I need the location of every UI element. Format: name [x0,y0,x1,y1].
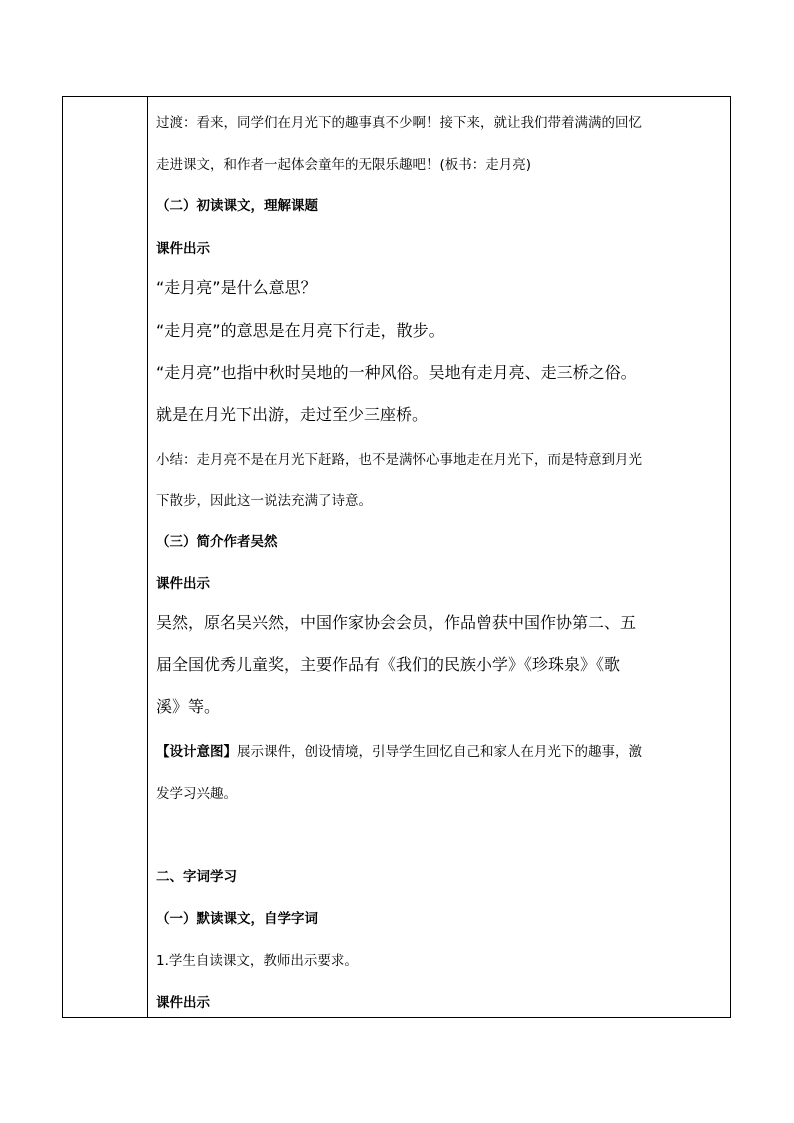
courseware-label-2: 课件出示 [156,576,210,592]
courseware-label-3: 课件出示 [156,995,210,1011]
summary-line-1: 小结：走月亮不是在月光下赶路，也不是满怀心事地走在月光下，而是特意到月光 [156,452,642,468]
design-intent-text: 展示课件，创设情境，引导学生回忆自己和家人在月光下的趣事，激 [237,744,642,760]
design-intent-label: 【设计意图】 [156,744,237,760]
author-line-1: 吴然，原名吴兴然，中国作家协会会员，作品曾获中国作协第二、五 [156,613,637,632]
lesson-table [62,96,731,1018]
section-heading-2: （二）初读课文，理解课题 [156,198,318,214]
answer-line-3: 就是在月光下出游，走过至少三座桥。 [156,405,429,424]
design-intent-line-1 [156,740,642,760]
section-heading-3: （三）简介作者吴然 [156,534,278,550]
question-line: “走月亮”是什么意思？ [156,278,317,297]
answer-line-1: “走月亮”的意思是在月亮下行走，散步。 [156,321,445,340]
courseware-label-1: 课件出示 [156,241,210,257]
design-intent-line-2: 发学习兴趣。 [156,786,237,802]
table-left-column [63,97,148,1017]
subsection-heading-1: （一）默读课文，自学字词 [156,911,318,927]
item-line-1: 1.学生自读课文，教师出示要求。 [156,953,358,969]
author-line-2: 届全国优秀儿童奖，主要作品有《我们的民族小学》《珍珠泉》《歌 [156,655,621,674]
transition-line-1: 过渡：看来，同学们在月光下的趣事真不少啊！接下来，就让我们带着满满的回忆 [156,115,642,131]
table-content-cell [148,97,730,1017]
answer-line-2: “走月亮”也指中秋时吴地的一种风俗。吴地有走月亮、走三桥之俗。 [156,363,637,382]
author-line-3: 溪》等。 [156,697,221,716]
summary-line-2: 下散步，因此这一说法充满了诗意。 [156,493,372,509]
section-heading-words: 二、字词学习 [156,869,237,885]
transition-line-2: 走进课文，和作者一起体会童年的无限乐趣吧！(板书：走月亮) [156,157,532,173]
